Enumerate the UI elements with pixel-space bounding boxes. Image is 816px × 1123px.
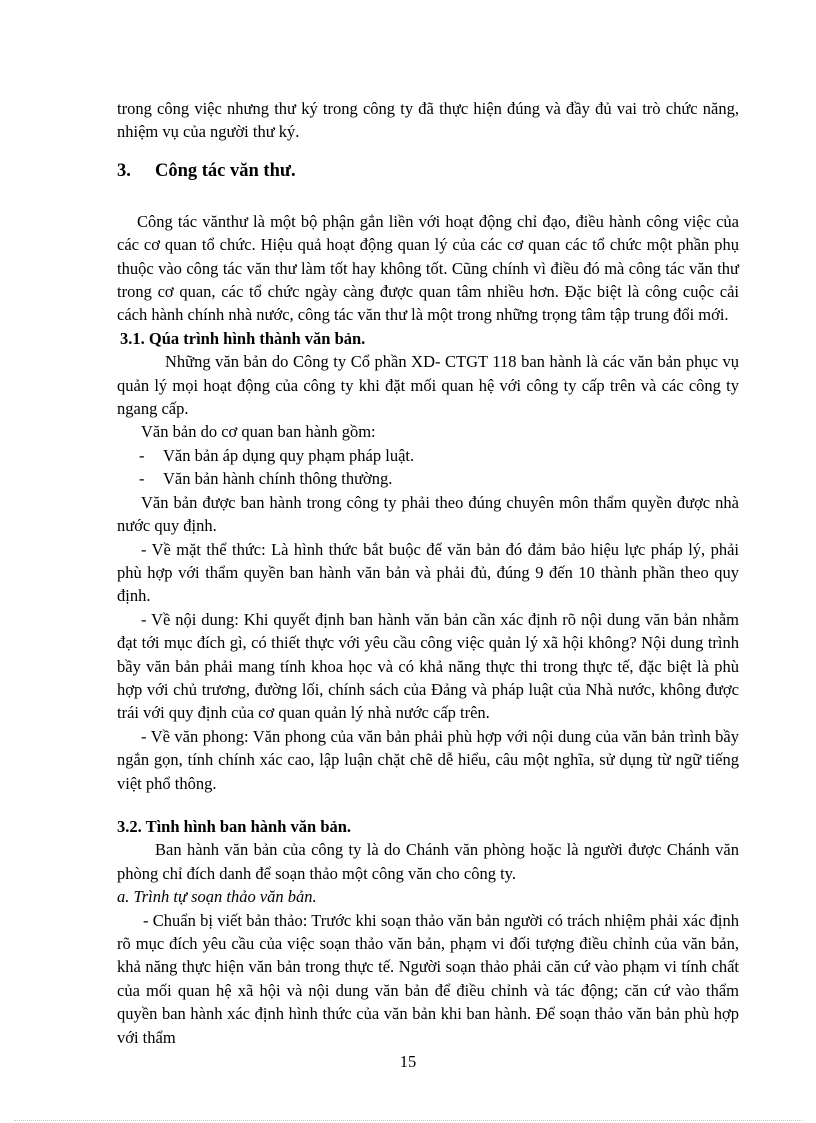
section-3-heading — [117, 157, 739, 185]
intro-paragraph: trong công việc nhưng thư ký trong công ty đã thực hiện đúng và đầy đủ vai trò chức năng, nhiệm vụ của người thư ký. — [117, 99, 739, 142]
section-3-title: Công tác văn thư. — [155, 160, 296, 181]
page-content — [117, 97, 739, 1049]
section-3-1-paragraph-3: Văn bản được ban hành trong công ty phải theo đúng chuyên môn thẩm quyền được nhà nước quy định. — [117, 492, 739, 536]
list-item-text: Văn bản hành chính thông thường. — [163, 469, 393, 489]
section-3-1-paragraph-2: Văn bản do cơ quan ban hành gồm: — [141, 422, 376, 442]
section-3-paragraph: Công tác vănthư là một bộ phận gắn liền với hoạt động chỉ đạo, điều hành công việc của các cơ quan tổ chức. Hiệu quả hoạt động quan lý của các cơ quan các tổ chức một phần phụ thuộc vào công tác văn thư làm tốt hay không tốt. Cũng chính vì điều đó mà công tác văn thư trong cơ quan, các tổ chức ngày càng được quan tâm nhiều hơn. Đặc biệt là công cuộc cải cách hành chính nhà nước, công tác văn thư là một trong những trọng tâm tập trung đổi mới. — [117, 211, 739, 325]
section-3-2-subheading-a: a. Trình tự soạn thảo văn bản. — [117, 887, 317, 907]
list-item — [117, 444, 739, 467]
section-3-2-paragraph-1: Ban hành văn bản của công ty là do Chánh văn phòng hoặc là người được Chánh văn phòng chỉ đích danh để soạn thảo một công văn cho công ty. — [117, 840, 739, 883]
section-3-2-paragraph-2: - Chuẩn bị viết bản thảo: Trước khi soạn thảo văn bản người có trách nhiệm phải xác định rõ mục đích yêu cầu của việc soạn thảo văn bản, phạm vi đối tượng điều chỉnh của văn bản, khả năng thực hiện văn bản trong thực tế. Người soạn thảo phải căn cứ vào phạm vi tính chất của mối quan hệ xã hội và nội dung văn bản để điều chỉnh và tác động; căn cứ vào thẩm quyền ban hành xác định hình thức của văn bản khi ban hành. Để soạn thảo văn bản phù hợp với thẩm — [117, 910, 739, 1047]
page-number: 15 — [399, 1052, 417, 1071]
section-3-1-form-paragraph: - Về mặt thể thức: Là hình thức bắt buộc để văn bản đó đảm bảo hiệu lực pháp lý, phải phù hợp với thẩm quyền ban hành văn bản và phải đủ, đúng 9 đến 10 thành phần theo quy định. — [117, 539, 739, 606]
list-dash: - — [139, 445, 145, 465]
section-3-1-paragraph-1: Những văn bản do Công ty Cổ phần XD- CTGT 118 ban hành là các văn bản phục vụ quản lý mọi hoạt động của công ty khi đặt mối quan hệ với công ty cấp trên và các công ty ngang cấp. — [117, 352, 739, 419]
section-3-1-heading: 3.1. Qúa trình hình thành văn bản. — [120, 328, 366, 348]
list-dash: - — [139, 469, 145, 489]
section-3-number: 3. — [117, 160, 131, 181]
section-3-1-content-paragraph: - Về nội dung: Khi quyết định ban hành văn bản cần xác định rõ nội dung văn bản nhằm đạt tới mục đích gì, có thiết thực với yêu cầu công việc quản lý xã hội không? Nội dung trình bầy văn bản phải mang tính khoa học và có khả năng thực thi trong thực tế, đặc biệt là phù hợp với chủ trương, đường lối, chính sách của Đảng và pháp luật của Nhà nước, không được trái với quy định của cơ quan quản lý nhà nước cấp trên. — [117, 609, 739, 723]
page-bottom-divider — [14, 1120, 802, 1121]
section-3-1-style-paragraph: - Về văn phong: Văn phong của văn bản phải phù hợp với nội dung của văn bản trình bầy ngắn gọn, tính chính xác cao, lập luận chặt chẽ dễ hiểu, câu một nghĩa, sử dụng từ ngữ tiếng việt phổ thông. — [117, 726, 739, 793]
list-item — [117, 467, 739, 490]
list-item-text: Văn bản áp dụng quy phạm pháp luật. — [163, 445, 415, 465]
section-3-2-heading: 3.2. Tình hình ban hành văn bản. — [117, 816, 352, 836]
